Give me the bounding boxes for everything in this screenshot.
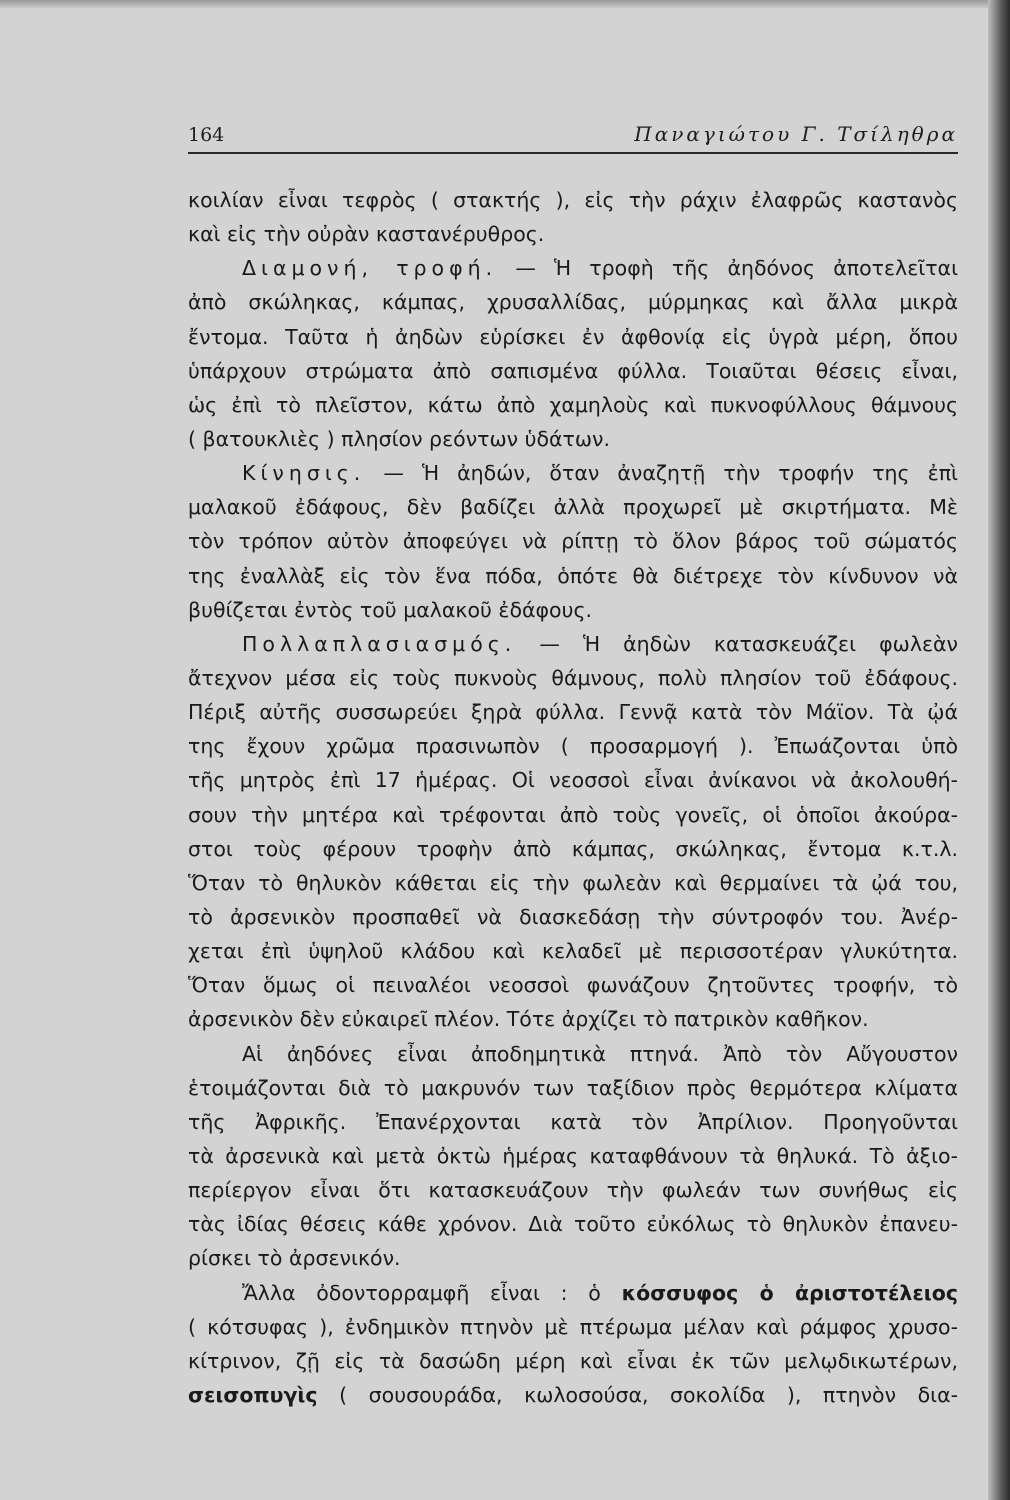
text-run: — Ἡ ἀηδών, ὅταν ἀναζητῇ τὴν τροφήν της ἐπὶ (365, 461, 958, 486)
text-line: Ὅταν ὅμως οἱ πειναλέοι νεοσσοὶ φωνάζουν ζητοῦντες τροφήν, τὸ (188, 973, 958, 998)
text-line: ἄτεχνον μέσα εἰς τοὺς πυκνοὺς θάμνους, πολὺ πλησίον τοῦ ἐδάφους. (188, 665, 958, 690)
text-line: περίεργον εἶναι ὅτι κατασκευάζουν τὴν φωλεάν των συνήθως εἰς (188, 1178, 958, 1203)
text-line: μαλακοῦ ἐδάφους, δὲν βαδίζει ἀλλὰ προχωρεῖ μὲ σκιρτήματα. Μὲ (188, 495, 958, 520)
text-line: ρίσκει τὸ ἀρσενικόν. (188, 1246, 401, 1271)
text-line: ὡς ἐπὶ τὸ πλεῖστον, κάτω ἀπὸ χαμηλοὺς καὶ πυκνοφύλλους θάμνους (188, 392, 958, 417)
bold-term-seisopygis: σεισοπυγὶς (188, 1382, 318, 1407)
text-line: ἀπὸ σκώληκας, κάμπας, χρυσαλλίδας, μύρμηκας καὶ ἄλλα μικρὰ (188, 290, 958, 315)
section-heading-kinisis: Κίνησις. (242, 461, 366, 486)
scan-binding-shadow (988, 0, 1010, 1500)
text-line: τὰς ἰδίας θέσεις κάθε χρόνον. Διὰ τοῦτο εὐκόλως τὸ θηλυκὸν ἐπανευ- (188, 1212, 958, 1237)
text-line (188, 456, 958, 490)
text-line: κίτρινον, ζῇ εἰς τὰ δασώδη μέρη καὶ εἶναι ἐκ τῶν μελῳδικωτέρων, (188, 1348, 958, 1373)
text-line: βυθίζεται ἐντὸς τοῦ μαλακοῦ ἐδάφους. (188, 597, 593, 622)
text-line: ( κότσυφας ), ἐνδημικὸν πτηνὸν μὲ πτέρωμα μέλαν καὶ ράμφος χρυσο- (188, 1314, 958, 1339)
text-line: καὶ εἰς τὴν οὐρὰν καστανέρυθρος. (188, 222, 545, 247)
text-line: στοι τοὺς φέρουν τροφὴν ἀπὸ κάμπας, σκώληκας, ἔντομα κ.τ.λ. (188, 836, 958, 861)
text-line: σουν τὴν μητέρα καὶ τρέφονται ἀπὸ τοὺς γονεῖς, οἱ ὁποῖοι ἀκούρα- (188, 802, 958, 827)
section-heading-diamoni: Διαμονή, τροφή. (242, 256, 498, 281)
text-line: Αἱ ἀηδόνες εἶναι ἀποδημητικὰ πτηνά. Ἀπὸ τὸν Αὔγουστον (242, 1041, 958, 1066)
text-line (188, 251, 958, 285)
text-run: — Ἡ τροφὴ τῆς ἀηδόνος ἀποτελεῖται (497, 256, 958, 281)
page-body-text (188, 183, 958, 1412)
text-line: ἔντομα. Ταῦτα ἡ ἀηδὼν εὑρίσκει ἐν ἀφθονίᾳ εἰς ὑγρὰ μέρη, ὅπου (188, 324, 958, 349)
text-line: της ἔχουν χρῶμα πρασινωπὸν ( προσαρμογή ). Ἐπωάζονται ὑπὸ (188, 734, 958, 759)
text-line: της ἐναλλὰξ εἰς τὸν ἕνα πόδα, ὁπότε θὰ διέτρεχε τὸν κίνδυνον νὰ (188, 563, 958, 588)
text-line (188, 1276, 958, 1310)
text-line (188, 1378, 958, 1412)
text-line: χεται ἐπὶ ὑψηλοῦ κλάδου καὶ κελαδεῖ μὲ περισσοτέραν γλυκύτητα. (188, 939, 958, 964)
bold-term-kossyfos: κόσσυφος ὁ ἀριστοτέλειος (621, 1280, 958, 1305)
page-header (188, 118, 958, 154)
text-line: τὸν τρόπον αὐτὸν ἀποφεύγει νὰ ρίπτῃ τὸ ὅλον βάρος τοῦ σώματός (188, 529, 958, 554)
text-line: κοιλίαν εἶναι τεφρὸς ( στακτής ), εἰς τὴν ράχιν ἐλαφρῶς καστανὸς (188, 188, 958, 212)
text-line: ἑτοιμάζονται διὰ τὸ μακρυνόν των ταξίδιον πρὸς θερμότερα κλίματα (188, 1075, 958, 1100)
text-run: Ἄλλα ὀδοντορραμφῆ εἶναι : ὁ (242, 1280, 622, 1305)
text-line: ( βατουκλιὲς ) πλησίον ρεόντων ὑδάτων. (188, 426, 611, 451)
text-line: ὑπάρχουν στρώματα ἀπὸ σαπισμένα φύλλα. Τοιαῦται θέσεις εἶναι, (188, 358, 958, 383)
text-run: — Ἡ ἀηδὼν κατασκευάζει φωλεὰν (516, 631, 958, 656)
text-line: Ὅταν τὸ θηλυκὸν κάθεται εἰς τὴν φωλεὰν καὶ θερμαίνει τὰ ᾠά του, (188, 870, 958, 895)
text-line: ἀρσενικὸν δὲν εὐκαιρεῖ πλέον. Τότε ἀρχίζει τὸ πατρικὸν καθῆκον. (188, 1007, 869, 1032)
text-line: τῆς μητρὸς ἐπὶ 17 ἡμέρας. Οἱ νεοσσοὶ εἶναι ἀνίκανοι νὰ ἀκολουθή- (188, 768, 958, 793)
text-line: Πέριξ αὐτῆς συσσωρεύει ξηρὰ φύλλα. Γεννᾷ κατὰ τὸν Μάϊον. Τὰ ᾠά (188, 700, 958, 725)
text-line: τῆς Ἀφρικῆς. Ἐπανέρχονται κατὰ τὸν Ἀπρίλιον. Προηγοῦνται (188, 1109, 958, 1134)
header-rule (188, 152, 958, 154)
section-heading-pollaplasiasmos: Πολλαπλασιασμός. (242, 631, 517, 656)
text-line (188, 627, 958, 661)
text-line: τὸ ἀρσενικὸν προσπαθεῖ νὰ διασκεδάσῃ τὴν σύντροφόν του. Ἀνέρ- (188, 904, 958, 929)
running-head: Παναγιώτου Γ. Τσίληθρα (634, 122, 958, 146)
text-run: ( σουσουράδα, κωλοσούσα, σοκολίδα ), πτηνὸν δια- (317, 1382, 958, 1407)
scan-top-shadow (0, 0, 1010, 8)
page-number: 164 (188, 124, 225, 146)
text-line: τὰ ἀρσενικὰ καὶ μετὰ ὀκτὼ ἡμέρας καταφθάνουν τὰ θηλυκά. Τὸ ἀξιο- (188, 1143, 958, 1168)
